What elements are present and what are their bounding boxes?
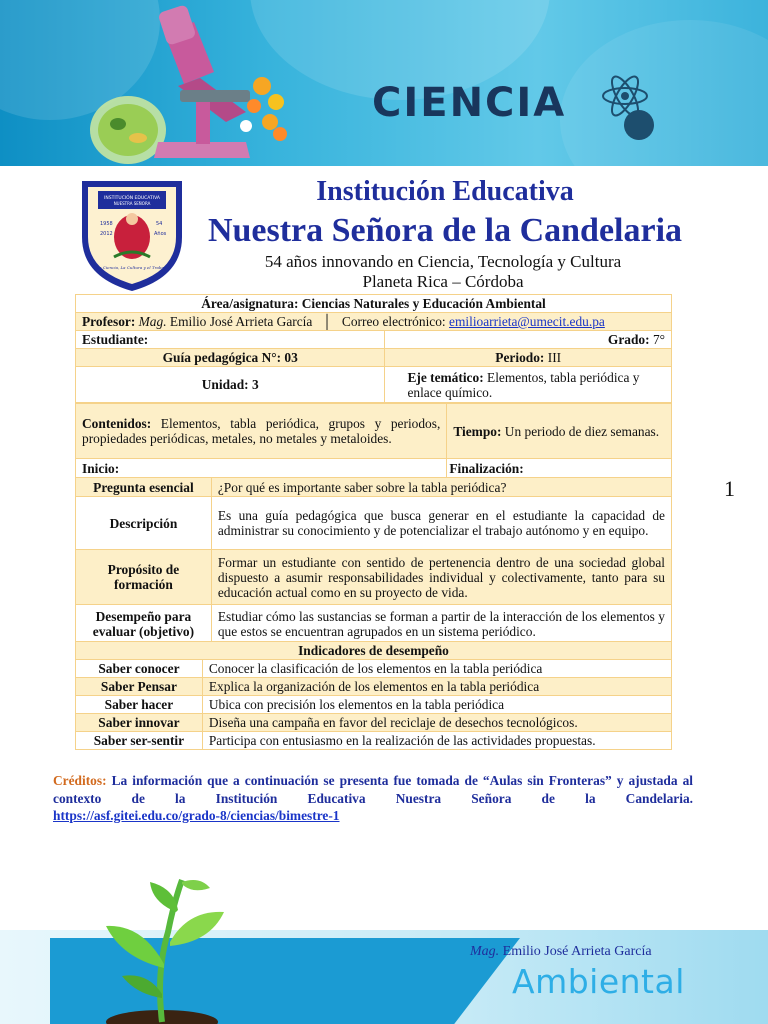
proposito-value: Formar un estudiante con sentido de pertenencia dentro de una sociedad global dispuesto a asumir responsabilidades individual y colectivamente, tanto para su educación actual como en su proyecto de vida. (211, 550, 671, 605)
profesor-label: Profesor: (82, 314, 136, 329)
indicador-value: Participa con entusiasmo en la realización de las actividades propuestas. (202, 732, 671, 750)
tiempo-value: Un periodo de diez semanas. (504, 423, 660, 439)
periodo-label: Periodo: (495, 350, 545, 365)
credits-link[interactable]: https://asf.gitei.edu.co/grado-8/ciencias/bimestre-1 (53, 808, 340, 823)
header-banner (0, 0, 768, 166)
area-row: Área/asignatura: Ciencias Naturales y Educación Ambiental (76, 295, 672, 313)
profesor-row: Profesor: Mag. Emilio José Arrieta García │ Correo electrónico: emilioarrieta@umecit.edu.pa (76, 313, 672, 331)
profesor-name: Emilio José Arrieta García (169, 314, 313, 329)
descripcion-label: Descripción (76, 497, 212, 550)
indicador-label: Saber innovar (76, 714, 203, 732)
desempeno-label: Desempeño para evaluar (objetivo) (76, 605, 212, 643)
pregunta-value: ¿Por qué es importante saber sobre la tabla periódica? (211, 478, 671, 497)
logo-top-text2: NUESTRA SEÑORA (113, 201, 151, 206)
footer-author-title: Mag. (470, 944, 500, 959)
estudiante-label: Estudiante: (76, 331, 385, 349)
banner-title: CIENCIA (372, 80, 567, 126)
credits-text: La información que a continuación se presenta fue tomada de “Aulas sin Fronteras” y ajustada al contexto de la Institución Educativa Nuestra Señora de la Candelaria. (53, 773, 694, 806)
logo-top-text: INSTITUCIÓN EDUCATIVA (104, 196, 160, 201)
institution-subtitle: 54 años innovando en Ciencia, Tecnología y Cultura (264, 252, 622, 271)
grado-label: Grado: (607, 332, 650, 347)
tiempo-label: Tiempo: (453, 423, 502, 439)
desempeno-value: Estudiar cómo las sustancias se forman a partir de la interacción de los elementos y que estos se encuentran agrupados en un sistema periódico. (211, 605, 671, 643)
guide-details-table (75, 477, 672, 643)
email-link[interactable]: emilioarrieta@umecit.edu.pa (449, 314, 605, 329)
guide-info-table (75, 294, 672, 403)
unidad-label: Unidad: 3 (76, 367, 385, 403)
indicador-label: Saber hacer (76, 696, 203, 714)
indicadores-title: Indicadores de desempeño (76, 642, 672, 660)
institution-location: Planeta Rica – Córdoba (362, 272, 524, 291)
grado-value: 7° (652, 332, 665, 347)
logo-year-left2: 2012 (100, 231, 113, 237)
indicador-value: Explica la organización de los elementos en la tabla periódica (202, 678, 671, 696)
indicador-label: Saber Pensar (76, 678, 203, 696)
guia-label: Guía pedagógica N°: 03 (76, 349, 385, 367)
eje-value: Elementos, tabla periódica y enlace químico. (407, 369, 640, 400)
footer-brand: Ambiental (512, 962, 685, 1001)
institution-title-line2: Nuestra Señora de la Candelaria (207, 212, 683, 249)
contenidos-value: Elementos, tabla periódica, grupos y periodos, propiedades periódicas, metales, no metales y metaloides. (82, 416, 441, 446)
indicadores-table (75, 641, 672, 750)
footer-author (470, 944, 652, 960)
institution-logo (78, 177, 186, 293)
indicador-value: Conocer la clasificación de los elementos en la tabla periódica (202, 660, 671, 678)
plant-icon (92, 872, 242, 1024)
eje-cell (385, 367, 672, 403)
periodo-value: III (547, 350, 562, 365)
credits-label: Créditos: (53, 773, 107, 788)
contenidos-table (75, 403, 672, 478)
proposito-label: Propósito de formación (76, 550, 212, 605)
inicio-label: Inicio: (76, 459, 447, 478)
logo-year-left: 1958 (100, 221, 113, 227)
contenidos-cell (76, 404, 447, 459)
indicador-label: Saber ser-sentir (76, 732, 203, 750)
institution-title-line1: Institución Educativa (316, 176, 574, 207)
indicador-value: Ubica con precisión los elementos en la tabla periódica (202, 696, 671, 714)
logo-year-right2: Años (154, 231, 167, 237)
pregunta-label: Pregunta esencial (76, 478, 212, 497)
contenidos-label: Contenidos: (82, 416, 152, 431)
decorative-circle (624, 110, 654, 140)
page-number: 1 (724, 476, 735, 501)
indicador-value: Diseña una campaña en favor del reciclaje de desechos tecnológicos. (202, 714, 671, 732)
profesor-title: Mag. (138, 314, 167, 329)
logo-year-right: 54 (156, 221, 163, 227)
descripcion-value: Es una guía pedagógica que busca generar en el estudiante la capacidad de administrar su conocimiento y de potencializar el trabajo autónomo y en equipo. (211, 497, 671, 550)
eje-label: Eje temático: (407, 369, 484, 385)
finalizacion-label: Finalización: (447, 459, 672, 478)
grado-cell (385, 331, 672, 349)
microscope-icon (86, 2, 296, 166)
indicador-label: Saber conocer (76, 660, 203, 678)
correo-label: Correo electrónico: (341, 314, 446, 329)
logo-motto: La Ciencia, La Cultura y el Trabajo (96, 265, 168, 270)
tiempo-cell (447, 404, 672, 459)
banner-decoration (560, 20, 768, 166)
periodo-cell (385, 349, 672, 367)
credits-paragraph (53, 772, 693, 808)
footer-author-name: Emilio José Arrieta García (502, 944, 652, 959)
